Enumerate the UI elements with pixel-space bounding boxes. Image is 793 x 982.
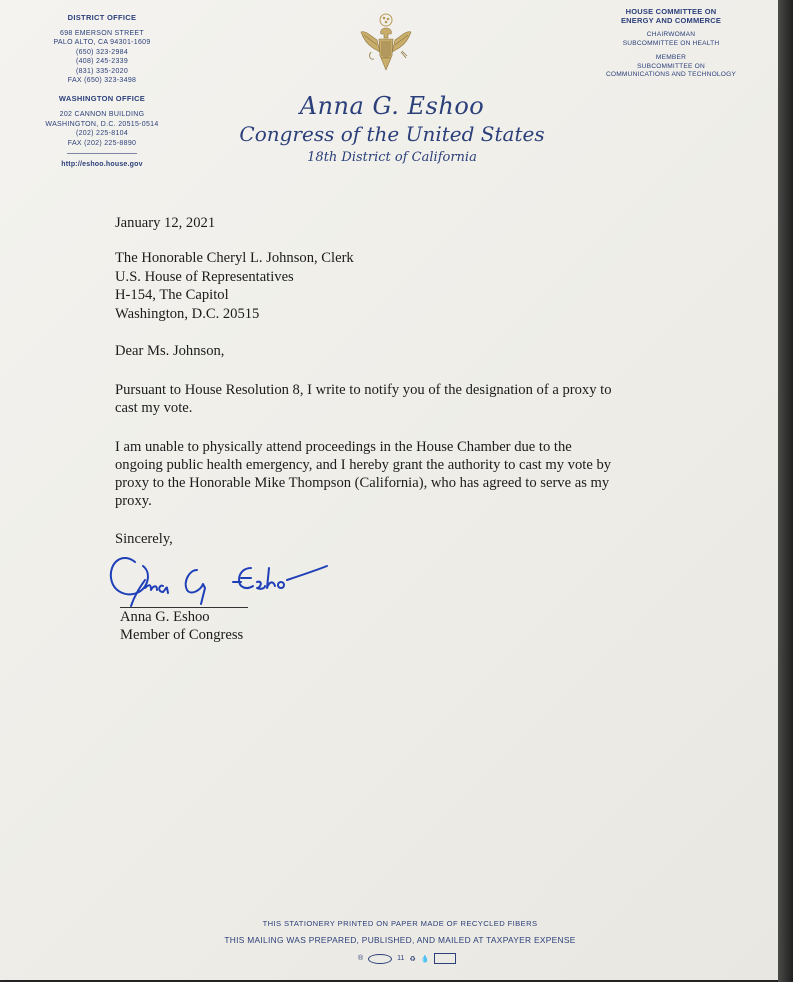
page-edge-shadow — [778, 0, 793, 982]
soy-ink-icon — [434, 953, 456, 964]
paragraph-1 — [115, 381, 675, 417]
signer-block — [120, 608, 243, 644]
recipient-line: Washington, D.C. 20515 — [115, 305, 260, 322]
district-office-line: (408) 245-2339 — [75, 58, 129, 66]
committee-role-detail: SUBCOMMITTEE ON HEALTH — [622, 39, 720, 47]
union-bug-number: 11 — [397, 955, 405, 962]
district-office-line: (650) 323-2984 — [75, 48, 129, 56]
congress-title: Congress of the United States — [239, 122, 545, 146]
committee-role-detail: COMMUNICATIONS AND TECHNOLOGY — [605, 71, 737, 79]
printer-marks — [358, 953, 456, 964]
committee-role: MEMBER — [655, 54, 687, 62]
masthead — [232, 92, 552, 165]
signer-title: Member of Congress — [120, 627, 244, 643]
closing: Sincerely, — [115, 531, 173, 547]
salutation: Dear Ms. Johnson, — [115, 343, 225, 359]
recipient-address — [115, 249, 675, 323]
district-office-line: (831) 335-2020 — [75, 67, 129, 75]
washington-office-heading: WASHINGTON OFFICE — [58, 94, 146, 104]
committee-role-detail: SUBCOMMITTEE ON — [637, 62, 705, 70]
member-name: Anna G. Eshoo — [299, 92, 485, 120]
district-title: 18th District of California — [307, 150, 477, 165]
letter-body — [115, 214, 675, 548]
washington-office-line: FAX (202) 225-8890 — [67, 139, 137, 147]
ink-drop-icon: 💧 — [420, 955, 430, 963]
district-office-line: FAX (650) 323-3498 — [67, 77, 137, 85]
divider — [67, 153, 137, 154]
paragraph-2 — [115, 438, 675, 510]
taxpayer-expense-notice: THIS MAILING WAS PREPARED, PUBLISHED, AND MAILED AT TAXPAYER EXPENSE — [224, 935, 576, 945]
recipient-line: U.S. House of Representatives — [115, 268, 294, 285]
office-addresses — [30, 13, 174, 168]
recycle-icon: ♻ — [409, 955, 416, 963]
union-bug-icon — [368, 954, 392, 964]
recycled-paper-notice: THIS STATIONERY PRINTED ON PAPER MADE OF RECYCLED FIBERS — [262, 919, 538, 928]
paragraph-line: ongoing public health emergency, and I hereby grant the authority to cast my vote by — [115, 457, 612, 473]
great-seal-eagle-icon — [355, 12, 417, 80]
district-office-line: 698 EMERSON STREET — [60, 30, 144, 37]
paragraph-line: Pursuant to House Resolution 8, I write to notify you of the designation of a proxy to — [115, 382, 612, 398]
paragraph-line: cast my vote. — [115, 400, 193, 416]
committee-heading: HOUSE COMMITTEE ON — [625, 7, 717, 16]
committee-role: CHAIRWOMAN — [646, 31, 696, 38]
district-office-line: PALO ALTO, CA 94301-1609 — [53, 39, 151, 47]
washington-office-line: 202 CANNON BUILDING — [59, 111, 145, 119]
handwritten-signature — [105, 548, 335, 614]
recipient-line: The Honorable Cheryl L. Johnson, Clerk — [115, 250, 354, 266]
washington-office-line: (202) 225-8104 — [75, 130, 129, 138]
washington-office-line: WASHINGTON, D.C. 20515-0514 — [45, 120, 159, 128]
committee-info — [598, 7, 744, 80]
recipient-line: H-154, The Capitol — [115, 287, 229, 303]
registered-mark-icon: ® — [358, 955, 364, 962]
letter-date: January 12, 2021 — [115, 215, 216, 231]
paragraph-line: proxy. — [115, 493, 152, 509]
district-office-heading: DISTRICT OFFICE — [67, 13, 137, 22]
committee-heading: ENERGY AND COMMERCE — [620, 16, 722, 25]
signer-name: Anna G. Eshoo — [120, 609, 210, 625]
paragraph-line: I am unable to physically attend proceedings in the House Chamber due to the — [115, 439, 572, 455]
website-link: http://eshoo.house.gov — [61, 161, 143, 169]
paragraph-line: proxy to the Honorable Mike Thompson (California), who has agreed to serve as my — [115, 475, 610, 491]
